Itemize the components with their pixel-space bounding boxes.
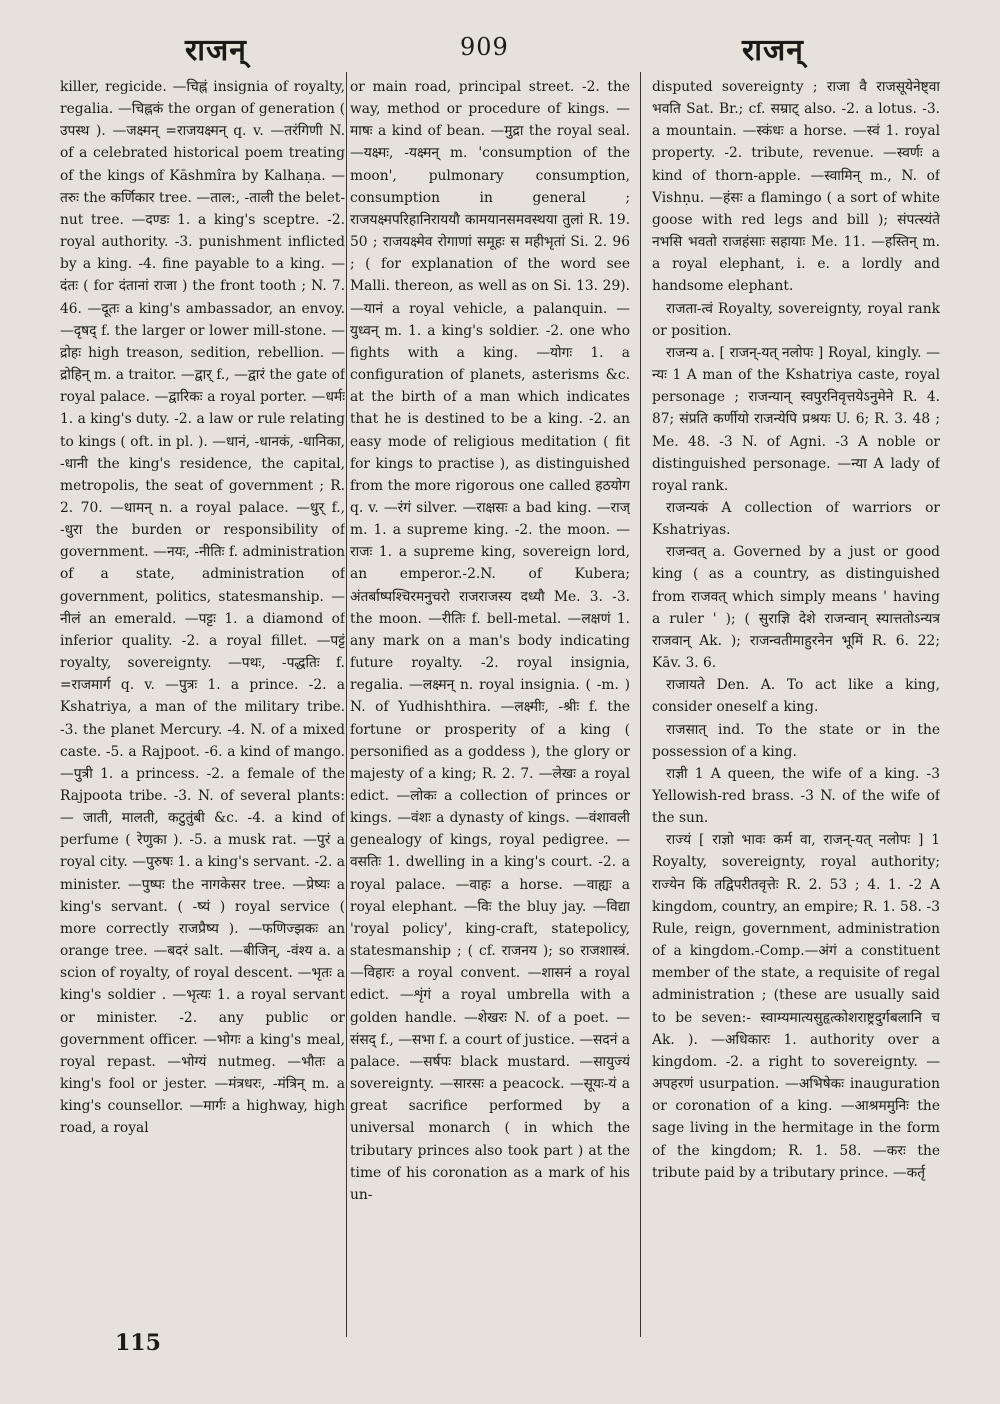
entry-text: or main road, principal street. -2. the way, method or procedure of kings. —माषः a kind of bean. —मुद्रा the royal seal. —यक्ष्मः, -यक्ष्मन् m. 'consumption of the moon', pulmonary consumption, consumption in general ; राजयक्ष्मपरिहानिराययौ कामयानसमवस्थया तुलां R. 19. 50 ; राजयक्ष्मेव रोगाणां समूहः स महीभृतां Si. 2. 96 ; ( for explanation of the word see Malli. thereon, as well as on Si. 13. 29). —यानं a royal vehicle, a palanquin. —युध्वन् m. 1. a king's soldier. -2. one who fights with a king. —योगः 1. a configuration of planets, asterisms &c. at the birth of a man which indicates that he is destined to be a king. -2. an easy mode of religious meditation ( fit for kings to practise ), as distinguished from the more rigorous one called हठयोग q. v. —रंगं silver. —राक्षसः a bad king. —राज् m. 1. a supreme king. -2. the moon. —राजः 1. a supreme king, sovereign lord, an emperor.-2.N. of Kubera; अंतर्बाष्पश्चिरमनुचरो राजराजस्य दध्यौ Me. 3. -3. the moon. —रीतिः f. bell-metal. —लक्षणं 1. any mark on a man's body indicating future royalty. -2. royal insignia, regalia. —लक्ष्मन् n. royal insignia. ( -m. ) N. of Yudhishthira. —लक्ष्मीः, -श्रीः f. the fortune or prosperity of a king ( personified as a goddess ), the glory or majesty of a king; R. 2. 7. —लेखः a royal edict. —लोकः a collection of princes or kings. —वंशः a dynasty of kings. —वंशावली genealogy of kings, royal pedigree. —वसतिः 1. dwelling in a king's court. -2. a royal palace. —वाहः a horse. —वाह्यः a royal elephant. —विः the bluy jay. —विद्या 'royal policy', king-craft, statepolicy, statesmanship ; ( cf. राजनय ); so राजशास्त्रं. —विहारः a royal convent. —शासनं a royal edict. —शृंगं a royal umbrella with a golden handle. —शेखरः N. of a poet. —संसद् f., —सभा f. a court of justice. —सदनं a palace. —सर्षपः black mustard. —सायुज्यं sovereignty. —सारसः a peacock. —सूयः-यं a great sacrifice performed by a universal monarch ( in which the tributary princes also took part ) at the time of his coronation as a mark of his un- bbox=[350, 79, 630, 1203]
column-1 bbox=[60, 76, 345, 1346]
entry-rajanyaka: राजन्यकं A collection of warriors or Kshatriyas. bbox=[652, 499, 940, 539]
column-rule bbox=[640, 72, 641, 1337]
entry-rajni: राज्ञी 1 A queen, the wife of a king. -3 Yellowish-red brass. -3 N. of the wife of the sun. bbox=[652, 765, 940, 827]
entry-rajanvat: राजन्वत् a. Governed by a just or good king ( as a country, as distinguished from राजवत् which simply means ' having a ruler ' ); ( सुराज्ञि देशे राजन्वान् स्यात्ततोऽन्यत्र राजवान् Ak. ); राजन्वतीमाहुरनेन भूमिं R. 6. 22; Kāv. 3. 6. bbox=[652, 544, 940, 672]
entry-rajayate: राजायते Den. A. To act like a king, consider oneself a king. bbox=[652, 677, 940, 716]
entry-text: killer, regicide. —चिह्नं insignia of royalty, regalia. —चिह्नकं the organ of generation ( उपस्थ ). —जक्ष्मन् =राजयक्ष्मन् q. v. —तरंगिणी N. of a celebrated historical poem treating of the kings of Kāshmîra by Kalhaṇa. —तरुः the कर्णिकार tree. —ताल:, -ताली the belet-nut tree. —दण्डः 1. a king's sceptre. -2. royal authority. -3. punishment inflicted by a king. -4. fine payable to a king. —दंतः ( for दंतानां राजा ) the front tooth ; N. 7. 46. —दूतः a king's ambassador, an envoy. —दृषद् f. the larger or lower mill-stone. —द्रोहः high treason, sedition, rebellion. —द्रोहिन् m. a traitor. —द्वार् f., —द्वारं the gate of royal palace. —द्वारिकः a royal porter. —धर्मः 1. a king's duty. -2. a law or rule relating to kings ( oft. in pl. ). —धानं, -धानकं, -धानिका, -धानी the king's residence, the capital, metropolis, the seat of government ; R. 2. 70. —धामन् n. a royal palace. —धुर् f., -धुरा the burden or responsibility of government. —नयः, -नीतिः f. administration of a state, administration of government, politics, statesmanship. —नीलं an emerald. —पट्टः 1. a diamond of inferior quality. -2. a royal fillet. —पट्टं royalty, sovereignty. —पथः, -पद्धतिः f. =राजमार्ग q. v. —पुत्रः 1. a prince. -2. a Kshatriya, a man of the military tribe. -3. the planet Mercury. -4. N. of a mixed caste. -5. a Rajpoot. -6. a kind of mango. —पुत्री 1. a princess. -2. a female of the Rajpoota tribe. -3. N. of several plants:— जाती, मालती, कटुतुंबी &c. -4. a kind of perfume ( रेणुका ). -5. a musk rat. —पुरं a royal city. —पुरुषः 1. a king's servant. -2. a minister. —पुष्पः the नागकेसर tree. —प्रेष्यः a king's servant. ( -ष्यं ) royal service ( more correctly राजप्रैष्य ). —फणिज्झकः an orange tree. —बदरं salt. —बीजिन्, -वंश्य a. a scion of royalty, of royal descent. —भृतः a king's soldier . —भृत्यः 1. a royal servant or minister. -2. any public or government officer. —भोगः a king's meal, royal repast. —भोग्यं nutmeg. —भौतः a king's fool or jester. —मंत्रधरः, -मंत्रिन् m. a king's counsellor. —मार्गः a highway, high road, a royal bbox=[60, 79, 345, 1137]
running-head-right: राजन् bbox=[742, 33, 804, 68]
running-head-left: राजन् bbox=[185, 33, 247, 68]
page-number: 909 bbox=[460, 33, 509, 61]
entry-rajya: राज्यं [ राज्ञो भावः कर्म वा, राजन्-यत् नलोपः ] 1 Royalty, sovereignty, royal authority; राज्येन किं तद्विपरीतवृत्तेः R. 2. 53 ; 4. 1. -2 A kingdom, country, an empire; R. 1. 58. -3 Rule, reign, government, administration of a kingdom.-Comp.—अंगं a constituent member of the state, a requisite of regal administration ; (these are usually said to be seven:- स्वाम्यमात्यसुहृत्कोशराष्ट्रदुर्गबलानि च Ak. ). —अधिकारः 1. authority over a kingdom. -2. a right to sovereignty. —अपहरणं usurpation. —अभिषेकः inauguration or coronation of a king. —आश्रममुनिः the sage living in the hermitage in the form of the kingdom; R. 1. 58. —करः the tribute paid by a tributary prince. —कर्तृ bbox=[652, 832, 940, 1181]
column-rule bbox=[346, 72, 347, 1337]
entry-rajanya: राजन्य a. [ राजन्-यत् नलोपः ] Royal, kingly. —न्यः 1 A man of the Kshatriya caste, royal personage ; राजन्यान् स्वपुरनिवृत्तयेऽनुमेने R. 4. 87; संप्रति कर्णीयो राजन्येपि प्रश्रयः U. 6; R. 3. 48 ; Me. 48. -3 N. of Agni. -3 A noble or distinguished personage. —न्या A lady of royal rank. bbox=[652, 344, 940, 494]
entry-rajasat: राजसात् ind. To the state or in the possession of a king. bbox=[652, 721, 940, 760]
entry-text: disputed sovereignty ; राजा वै राजसूयेनेष्ट्वा भवति Sat. Br.; cf. सम्राट् also. -2. a lotus. -3. a mountain. —स्कंधः a horse. —स्वं 1. royal property. -2. tribute, revenue. —स्वर्णः a kind of thorn-apple. —स्वामिन् m., N. of Vishṇu. —हंसः a flamingo ( a sort of white goose with red legs and bill ); संपत्स्यंते नभसि भवतो राजहंसाः सहायाः Me. 11. —हस्तिन् m. a royal elephant, i. e. a lordly and handsome elephant. bbox=[652, 79, 940, 295]
signature-mark: 115 bbox=[115, 1330, 161, 1356]
column-2 bbox=[350, 76, 630, 1346]
column-3 bbox=[652, 76, 940, 1346]
entry-rajata: राजता-त्वं Royalty, sovereignty, royal rank or position. bbox=[652, 300, 940, 339]
